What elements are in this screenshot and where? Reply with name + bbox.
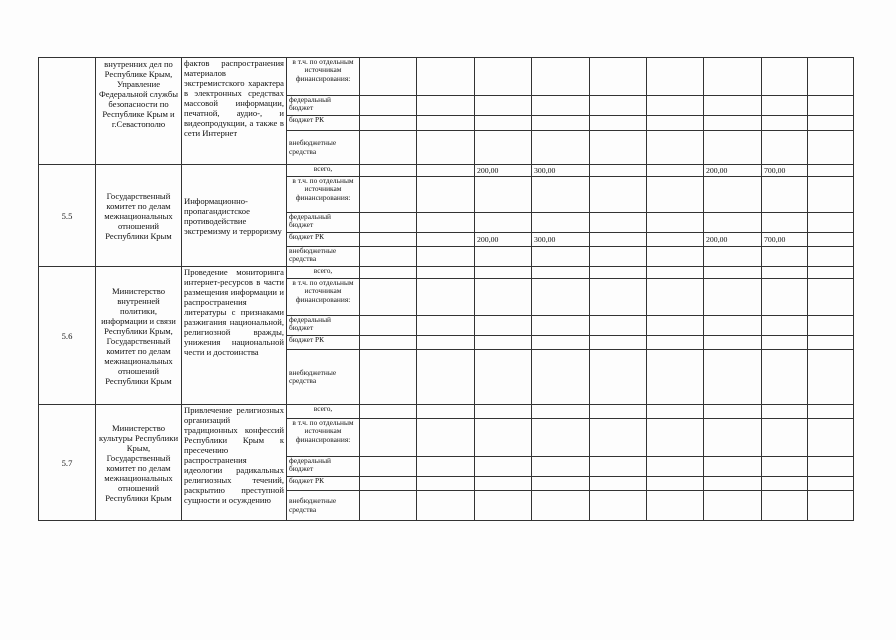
funding-label-vsego: всего, — [287, 165, 360, 177]
funding-label-vsego: всего, — [287, 267, 360, 279]
budget-table — [38, 57, 854, 521]
value-cell — [360, 233, 417, 247]
row-number — [39, 58, 96, 165]
funding-label-federal: федеральный бюджет — [287, 316, 360, 336]
funding-label-budget-rk: бюджет РК — [287, 116, 360, 131]
value-cell — [590, 165, 647, 177]
funding-label-budget-rk: бюджет РК — [287, 233, 360, 247]
funding-label-vnebudget: внебюджетные средства — [287, 491, 360, 521]
activity-description: Привлечение религиозных организаций традиционных конфессий Республики Крым к пресечению распространения идеологии радикальных религиозных течений, раскрытию преступной сущности и осуждению — [182, 405, 287, 521]
row-number: 5.6 — [39, 267, 96, 405]
value-cell — [647, 165, 704, 177]
funding-label-v-tch: в т.ч. по отдельным источникам финансирования: — [287, 177, 360, 213]
row-number: 5.7 — [39, 405, 96, 521]
value-cell: 200,00 — [475, 165, 532, 177]
value-cell — [360, 165, 417, 177]
funding-label-v-tch: в т.ч. по отдельным источникам финансирования: — [287, 58, 360, 96]
value-cell — [417, 233, 475, 247]
value-cell: 700,00 — [762, 233, 808, 247]
funding-label-federal: федеральный бюджет — [287, 213, 360, 233]
funding-label-federal: федеральный бюджет — [287, 457, 360, 477]
activity-description: Проведение мониторинга интернет-ресурсов в части размещения информации и распространения литературы с признаками разжигания национальной, религиозной вражды, унижения национальной чести и достоинства — [182, 267, 287, 405]
value-cell: 300,00 — [532, 165, 590, 177]
funding-label-v-tch: в т.ч. по отдельным источникам финансирования: — [287, 419, 360, 457]
responsible-org: внутренних дел по Республике Крым, Управление Федеральной службы безопасности по Республике Крым и г.Севастополю — [96, 58, 182, 165]
value-cell: 300,00 — [532, 233, 590, 247]
value-cell: 200,00 — [475, 233, 532, 247]
funding-label-vnebudget: внебюджетные средства — [287, 131, 360, 165]
responsible-org: Государственный комитет по делам межнациональных отношений Республики Крым — [96, 165, 182, 267]
funding-label-vnebudget: внебюджетные средства — [287, 247, 360, 267]
funding-label-budget-rk: бюджет РК — [287, 336, 360, 350]
row-number: 5.5 — [39, 165, 96, 267]
value-cell: 200,00 — [704, 233, 762, 247]
funding-label-vnebudget: внебюджетные средства — [287, 350, 360, 405]
value-cell: 200,00 — [704, 165, 762, 177]
funding-label-federal: федеральный бюджет — [287, 96, 360, 116]
value-cell — [590, 233, 647, 247]
activity-description: фактов распространения материалов экстремистского характера в электронных средствах массовой информации, печатной, аудио-, и видеопродукции, а также в сети Интернет — [182, 58, 287, 165]
responsible-org: Министерство внутренней политики, информации и связи Республики Крым, Государственный комитет по делам межнациональных отношений Республики Крым — [96, 267, 182, 405]
value-cell — [417, 165, 475, 177]
funding-label-v-tch: в т.ч. по отдельным источникам финансирования: — [287, 279, 360, 316]
funding-label-vsego: всего, — [287, 405, 360, 419]
activity-description: Информационно-пропагандистское противодействие экстремизму и терроризму — [182, 165, 287, 267]
responsible-org: Министерство культуры Республики Крым, Государственный комитет по делам межнациональных отношений Республики Крым — [96, 405, 182, 521]
funding-label-budget-rk: бюджет РК — [287, 477, 360, 491]
value-cell — [647, 233, 704, 247]
value-cell: 700,00 — [762, 165, 808, 177]
